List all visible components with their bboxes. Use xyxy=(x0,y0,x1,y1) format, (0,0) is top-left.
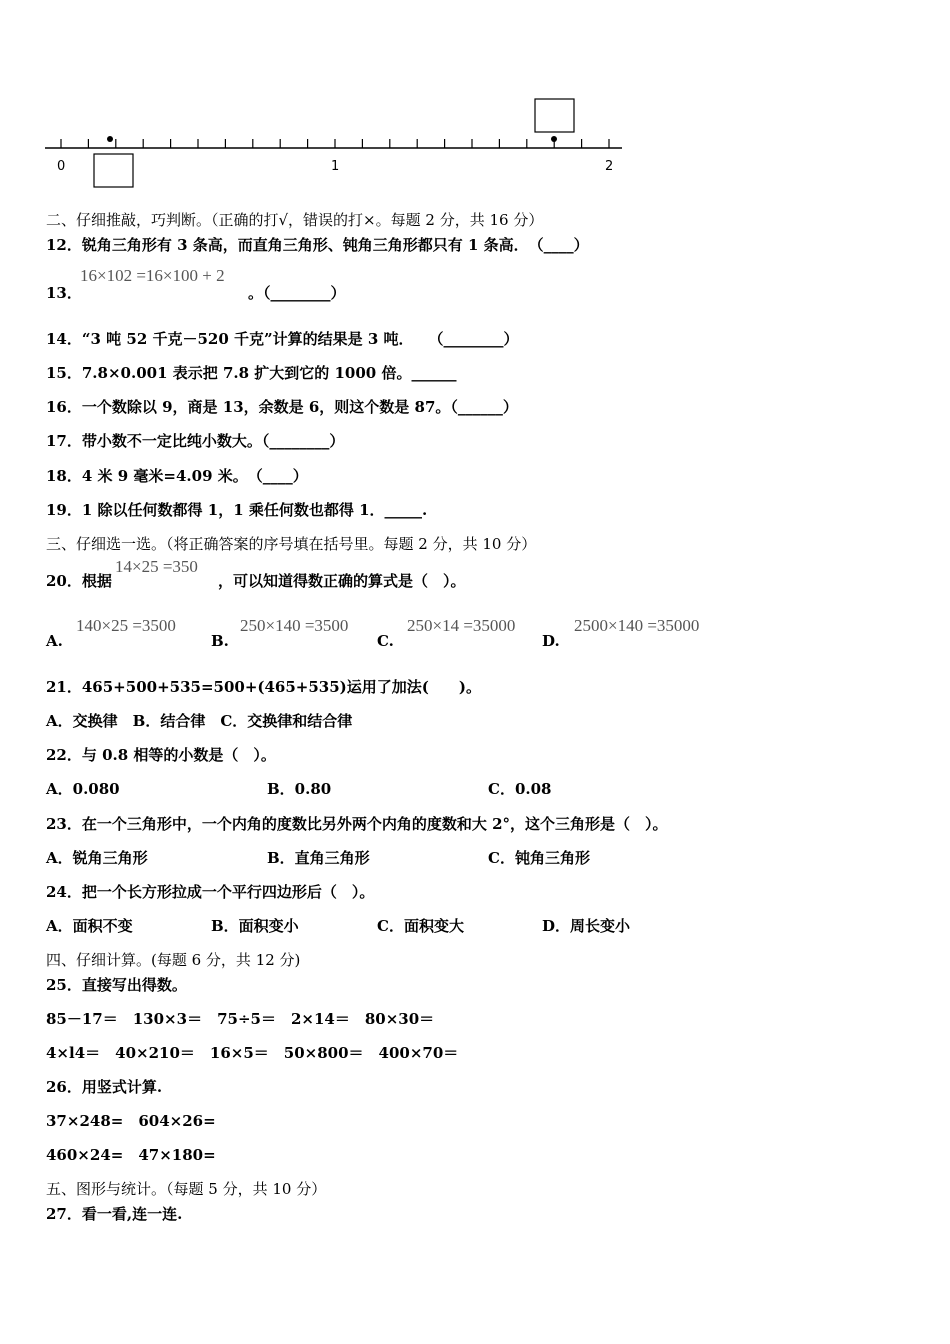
question-21-options: A．交换律 B．结合律 C．交换律和结合律 xyxy=(46,712,353,730)
option-a-equation: 140×25 =3500 xyxy=(76,616,176,635)
option-d-equation: 2500×140 =35000 xyxy=(574,616,700,635)
question-26-row-2: 460×24= 47×180= xyxy=(46,1146,216,1164)
question-23: 23．在一个三角形中，一个内角的度数比另外两个内角的度数和大 2°，这个三角形是（ ）。 xyxy=(46,815,668,833)
section2-heading: 二、仔细推敲，巧判断。（正确的打√，错误的打×。每题 2 分，共 16 分） xyxy=(46,211,544,229)
option-a-label: A. xyxy=(46,632,63,650)
option-c-label: C. xyxy=(377,632,394,650)
section5-heading: 五、图形与统计。（每题 5 分，共 10 分） xyxy=(46,1180,327,1198)
label-2: 2 xyxy=(605,159,614,174)
question-24-option-a: A．面积不变 xyxy=(46,917,133,935)
section4-heading: 四、仔细计算。(每题 6 分，共 12 分) xyxy=(46,951,301,969)
question-22-option-b: B．0.80 xyxy=(267,780,332,798)
answer-box-upper xyxy=(535,99,574,132)
question-23-option-b: B．直角三角形 xyxy=(267,849,370,867)
label-0: 0 xyxy=(57,159,66,174)
question-22-option-c: C．0.08 xyxy=(488,780,552,798)
question-25: 25．直接写出得数。 xyxy=(46,976,187,994)
section3-heading: 三、仔细选一选。（将正确答案的序号填在括号里。每题 2 分，共 10 分） xyxy=(46,535,537,553)
question-24-option-b: B．面积变小 xyxy=(211,917,299,935)
number-line-ticks xyxy=(61,139,609,148)
question-20-equation: 14×25 =350 xyxy=(115,557,198,576)
option-b-label: B. xyxy=(211,632,229,650)
question-16: 16．一个数除以 9，商是 13，余数是 6，则这个数是 87。（______） xyxy=(46,398,518,416)
question-25-row-1: 85－17＝ 130×3＝ 75÷5＝ 2×14＝ 80×30＝ xyxy=(46,1010,435,1028)
question-21: 21．465+500+535=500+(465+535)运用了加法( )。 xyxy=(46,678,481,696)
question-26-row-1: 37×248= 604×26= xyxy=(46,1112,216,1130)
label-1: 1 xyxy=(331,159,340,174)
option-c-equation: 250×14 =35000 xyxy=(407,616,516,635)
option-b-equation: 250×140 =3500 xyxy=(240,616,349,635)
question-23-option-c: C．钝角三角形 xyxy=(488,849,590,867)
question-19: 19．1 除以任何数都得 1，1 乘任何数也都得 1．_____. xyxy=(46,501,428,519)
point-b xyxy=(551,136,557,142)
question-15: 15．7.8×0.001 表示把 7.8 扩大到它的 1000 倍。______ xyxy=(46,364,457,382)
question-12: 12．锐角三角形有 3 条高，而直角三角形、钝角三角形都只有 1 条高． （____） xyxy=(46,236,589,254)
question-22-option-a: A．0.080 xyxy=(46,780,120,798)
question-25-row-2: 4×l4＝ 40×210＝ 16×5＝ 50×800＝ 400×70＝ xyxy=(46,1044,459,1062)
question-13-blank: 。（________） xyxy=(248,284,346,302)
question-14: 14．“3 吨 52 千克－520 千克”计算的结果是 3 吨． （________） xyxy=(46,330,519,348)
number-line xyxy=(0,90,640,190)
question-13-equation: 16×102 =16×100 + 2 xyxy=(80,266,225,285)
question-24-option-c: C．面积变大 xyxy=(377,917,464,935)
question-23-option-a: A．锐角三角形 xyxy=(46,849,148,867)
question-17: 17．带小数不一定比纯小数大。（________） xyxy=(46,432,345,450)
question-22: 22．与 0.8 相等的小数是（ ）。 xyxy=(46,746,276,764)
question-20-prefix: 20．根据 xyxy=(46,572,112,590)
question-27: 27．看一看,连一连. xyxy=(46,1205,183,1223)
question-13-number: 13． xyxy=(46,284,82,302)
question-20-suffix: ，可以知道得数正确的算式是（ ）。 xyxy=(218,572,466,590)
point-a xyxy=(107,136,113,142)
question-24-option-d: D．周长变小 xyxy=(542,917,631,935)
option-d-label: D. xyxy=(542,632,560,650)
question-26: 26．用竖式计算. xyxy=(46,1078,163,1096)
question-18: 18．4 米 9 毫米=4.09 米。 （____） xyxy=(46,467,308,485)
question-24: 24．把一个长方形拉成一个平行四边形后（ ）。 xyxy=(46,883,375,901)
answer-box-lower xyxy=(94,154,133,187)
